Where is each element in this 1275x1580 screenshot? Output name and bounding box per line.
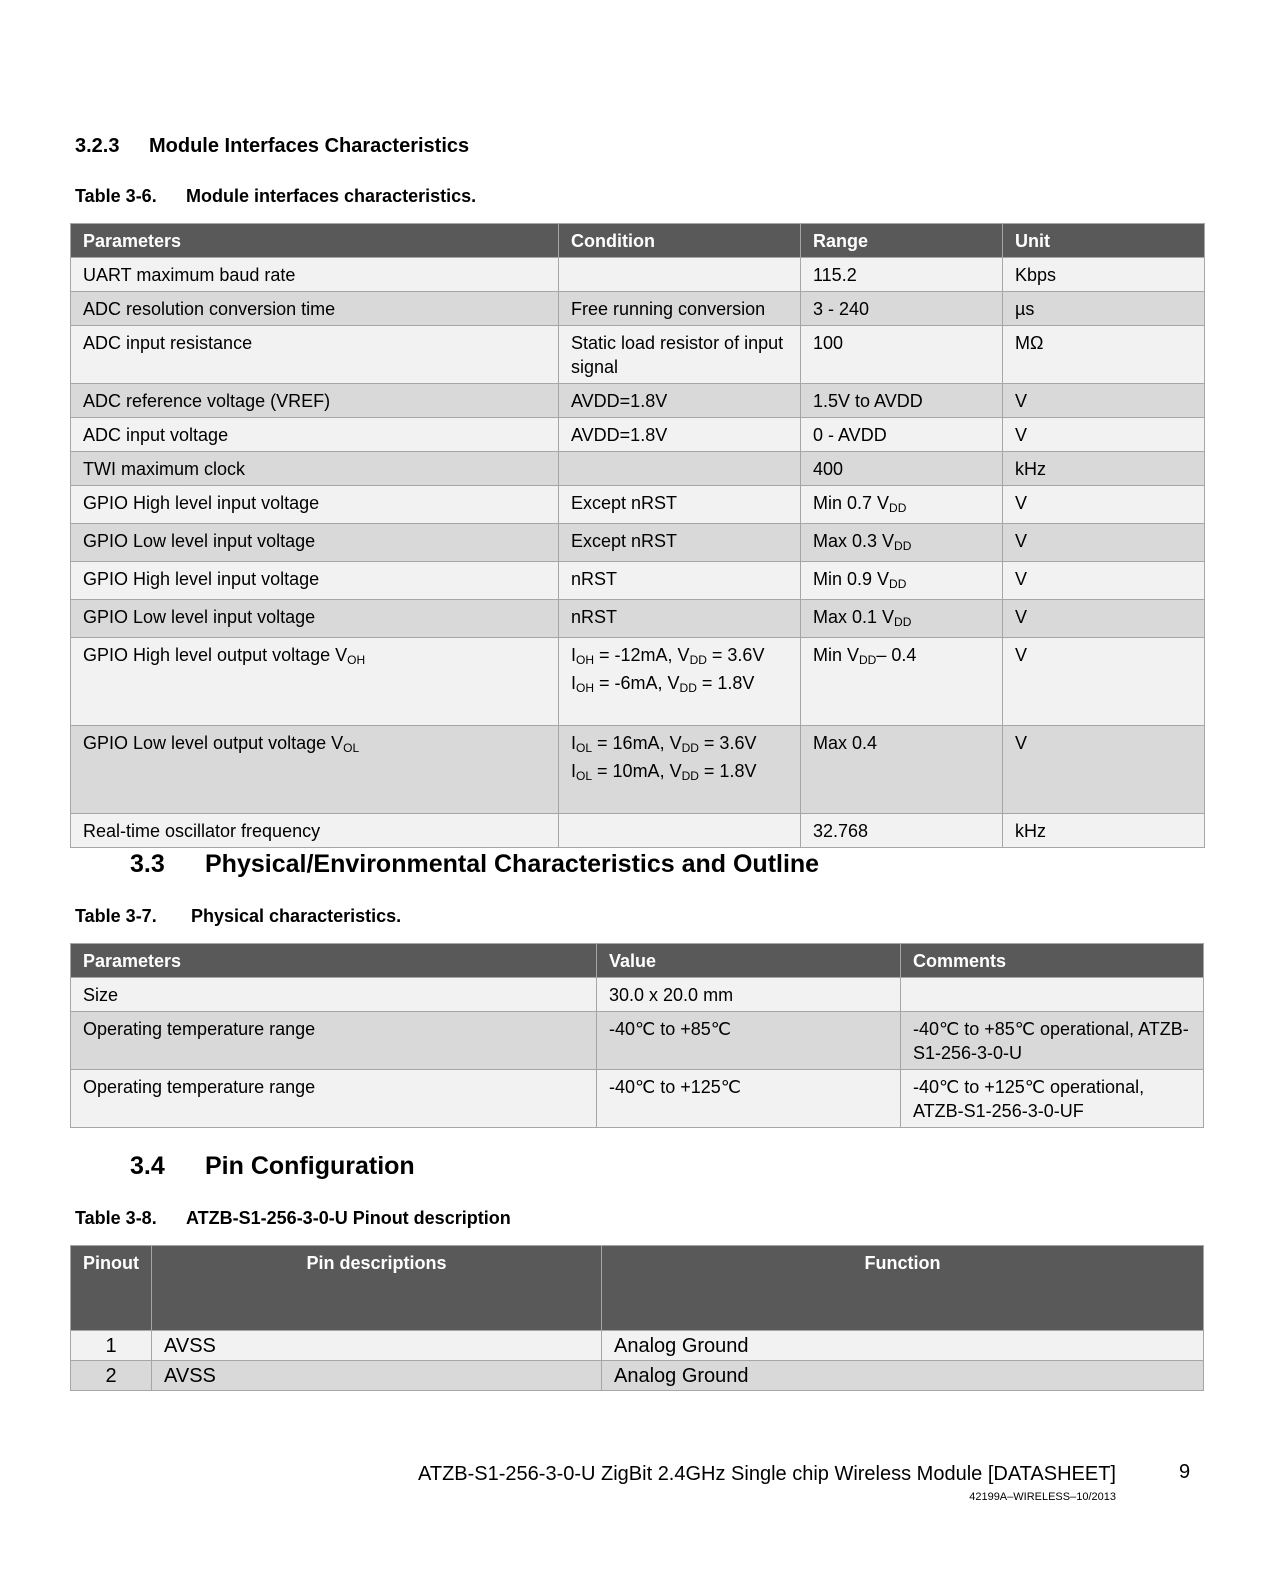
cell-text: 2	[105, 1365, 117, 1387]
cell-text: = 10mA, V	[592, 761, 682, 781]
cell-text: MΩ	[1015, 333, 1044, 353]
cell-text: -40℃ to +85℃	[609, 1019, 731, 1039]
column-header: Parameters	[71, 944, 597, 978]
cell-text: -40℃ to +125℃	[609, 1077, 742, 1097]
table-cell	[1003, 452, 1205, 486]
table-row	[71, 600, 1205, 638]
table-cell	[152, 1331, 602, 1361]
cell-text: Analog Ground	[614, 1335, 749, 1357]
table-row	[71, 1331, 1204, 1361]
subscript: OL	[576, 769, 593, 783]
column-header: Value	[597, 944, 901, 978]
cell-text: ADC input resistance	[83, 333, 253, 353]
cell-text: V	[1015, 733, 1028, 753]
cell-text: 1	[105, 1335, 117, 1357]
table-cell	[901, 978, 1204, 1012]
column-header: Unit	[1003, 224, 1205, 258]
table-cell	[1003, 418, 1205, 452]
cell-line	[571, 731, 788, 755]
table-cell	[801, 326, 1003, 384]
cell-text: 0 - AVDD	[813, 425, 887, 445]
cell-text: GPIO High level input voltage	[83, 493, 320, 513]
cell-text: 400	[813, 459, 844, 479]
subscript: DD	[681, 769, 699, 783]
cell-text: = 3.6V	[706, 645, 765, 665]
cell-text: 32.768	[813, 821, 869, 841]
cell-text: – 0.4	[876, 645, 917, 665]
table-3-8-caption: Table 3-8. ATZB-S1-256-3-0-U Pinout description	[75, 1208, 511, 1228]
cell-line	[571, 643, 788, 667]
table-row	[71, 562, 1205, 600]
subscript: OH	[576, 653, 595, 667]
subscript: OH	[347, 653, 366, 667]
table-row	[71, 292, 1205, 326]
table-cell	[71, 524, 559, 562]
subscript: DD	[681, 741, 699, 755]
cell-text: AVSS	[164, 1335, 216, 1357]
table-cell	[1003, 258, 1205, 292]
table-cell	[801, 258, 1003, 292]
table-row	[71, 1012, 1204, 1070]
cell-text: -40℃ to +125℃ operational, ATZB-S1-256-3-0-UF	[913, 1077, 1145, 1121]
table-cell	[559, 292, 801, 326]
pinout-table	[70, 1245, 1204, 1391]
column-header: Pin descriptions	[152, 1246, 602, 1331]
column-header: Range	[801, 224, 1003, 258]
table-cell	[597, 1070, 901, 1128]
table-cell	[71, 1331, 152, 1361]
table-cell	[152, 1361, 602, 1391]
cell-line	[813, 643, 990, 667]
table-cell	[71, 562, 559, 600]
cell-text: nRST	[571, 569, 618, 589]
cell-text: -40℃ to +85℃ operational, ATZB-S1-256-3-0-U	[913, 1019, 1189, 1063]
cell-text: Min 0.7 V	[813, 493, 890, 513]
table-cell	[559, 452, 801, 486]
subscript: OL	[343, 741, 360, 755]
table-cell	[602, 1331, 1204, 1361]
table-cell	[559, 600, 801, 638]
table-cell	[71, 326, 559, 384]
cell-text: 100	[813, 333, 844, 353]
table-cell	[71, 292, 559, 326]
subscript: DD	[894, 539, 912, 553]
cell-text: AVSS	[164, 1365, 216, 1387]
header-row	[71, 944, 1204, 978]
header-row	[71, 1246, 1204, 1331]
table-cell	[559, 326, 801, 384]
cell-text: Min 0.9 V	[813, 569, 890, 589]
table-cell	[559, 562, 801, 600]
section-heading-3-3: 3.3 Physical/Environmental Characteristics and Outline	[130, 850, 820, 878]
table-row	[71, 1361, 1204, 1391]
table-cell	[1003, 326, 1205, 384]
table-cell	[602, 1361, 1204, 1391]
table-cell	[801, 384, 1003, 418]
table-cell	[559, 418, 801, 452]
table-cell	[801, 524, 1003, 562]
table-3-7-caption: Table 3-7. Physical characteristics.	[75, 906, 402, 926]
table-cell	[801, 292, 1003, 326]
cell-text: V	[1015, 425, 1028, 445]
table-cell	[71, 258, 559, 292]
footer-title: ATZB-S1-256-3-0-U ZigBit 2.4GHz Single chip Wireless Module [DATASHEET]	[418, 1463, 1116, 1485]
table-cell	[71, 1070, 597, 1128]
cell-text: Max 0.3 V	[813, 531, 895, 551]
table-cell	[1003, 384, 1205, 418]
cell-text: Min V	[813, 645, 860, 665]
cell-text: Analog Ground	[614, 1365, 749, 1387]
cell-text: ADC resolution conversion time	[83, 299, 336, 319]
table-cell	[1003, 638, 1205, 726]
cell-text: GPIO Low level input voltage	[83, 531, 316, 551]
table-cell	[1003, 486, 1205, 524]
table-cell	[597, 1012, 901, 1070]
cell-line	[813, 529, 990, 553]
table-cell	[801, 486, 1003, 524]
table-row	[71, 452, 1205, 486]
cell-text: V	[1015, 645, 1028, 665]
table-cell	[801, 600, 1003, 638]
cell-text: V	[1015, 493, 1028, 513]
cell-text: Size	[83, 985, 119, 1005]
cell-text: GPIO Low level input voltage	[83, 607, 316, 627]
cell-text: = 3.6V	[698, 733, 757, 753]
table-row	[71, 1070, 1204, 1128]
cell-text: 1.5V to AVDD	[813, 391, 923, 411]
cell-line	[813, 567, 990, 591]
cell-text: GPIO High level input voltage	[83, 569, 320, 589]
column-header: Pinout	[71, 1246, 152, 1331]
cell-text: = -6mA, V	[594, 673, 680, 693]
table-cell	[1003, 814, 1205, 848]
cell-text: Max 0.4	[813, 733, 878, 753]
table-cell	[801, 418, 1003, 452]
table-cell	[1003, 600, 1205, 638]
table-cell	[559, 258, 801, 292]
table-cell	[71, 1361, 152, 1391]
section-heading-3-4: 3.4 Pin Configuration	[130, 1152, 415, 1180]
cell-text: µs	[1015, 299, 1035, 319]
table-row	[71, 326, 1205, 384]
cell-line	[571, 759, 788, 783]
table-cell	[559, 726, 801, 814]
table-cell	[597, 978, 901, 1012]
table-cell	[559, 638, 801, 726]
column-header: Parameters	[71, 224, 559, 258]
cell-text: V	[1015, 531, 1028, 551]
table-cell	[71, 1012, 597, 1070]
module-interfaces-table	[70, 223, 1205, 848]
subscript: DD	[679, 681, 697, 695]
subscript: DD	[894, 615, 912, 629]
table-row	[71, 486, 1205, 524]
subscript: DD	[859, 653, 877, 667]
table-cell	[801, 638, 1003, 726]
column-header: Condition	[559, 224, 801, 258]
column-header: Function	[602, 1246, 1204, 1331]
cell-text: = 16mA, V	[592, 733, 682, 753]
cell-text: AVDD=1.8V	[571, 425, 668, 445]
table-cell	[559, 384, 801, 418]
table-cell	[559, 524, 801, 562]
cell-text: GPIO High level output voltage V	[83, 645, 348, 665]
subscript: DD	[689, 653, 707, 667]
document-code: 42199A–WIRELESS–10/2013	[969, 1491, 1116, 1503]
table-cell	[801, 452, 1003, 486]
table-cell	[901, 1012, 1204, 1070]
subscript: OH	[576, 681, 595, 695]
cell-text: ADC input voltage	[83, 425, 229, 445]
table-cell	[71, 978, 597, 1012]
cell-text: kHz	[1015, 459, 1046, 479]
cell-text: kHz	[1015, 821, 1046, 841]
table-row	[71, 638, 1205, 726]
cell-text: GPIO Low level output voltage V	[83, 733, 344, 753]
cell-text: Operating temperature range	[83, 1077, 316, 1097]
table-cell	[71, 452, 559, 486]
subscript: DD	[889, 501, 907, 515]
cell-line	[83, 643, 546, 667]
table-row	[71, 726, 1205, 814]
cell-line	[813, 605, 990, 629]
table-row	[71, 258, 1205, 292]
cell-text: Operating temperature range	[83, 1019, 316, 1039]
header-row	[71, 224, 1205, 258]
table-cell	[559, 486, 801, 524]
table-row	[71, 384, 1205, 418]
table-cell	[71, 418, 559, 452]
table-cell	[801, 726, 1003, 814]
table-cell	[1003, 562, 1205, 600]
cell-text: V	[1015, 607, 1028, 627]
table-cell	[71, 384, 559, 418]
table-row	[71, 418, 1205, 452]
cell-text: I	[571, 673, 577, 693]
column-header: Comments	[901, 944, 1204, 978]
table-row	[71, 524, 1205, 562]
subscript: OL	[576, 741, 593, 755]
cell-line	[813, 491, 990, 515]
cell-text: = -12mA, V	[594, 645, 690, 665]
subscript: DD	[889, 577, 907, 591]
cell-text: = 1.8V	[698, 761, 757, 781]
table-cell	[71, 638, 559, 726]
cell-text: Real-time oscillator frequency	[83, 821, 321, 841]
cell-text: Free running conversion	[571, 299, 766, 319]
cell-text: TWI maximum clock	[83, 459, 245, 479]
table-cell	[801, 814, 1003, 848]
table-cell	[901, 1070, 1204, 1128]
table-cell	[71, 814, 559, 848]
table-cell	[71, 486, 559, 524]
table-cell	[1003, 524, 1205, 562]
cell-text: I	[571, 645, 577, 665]
cell-text: 3 - 240	[813, 299, 870, 319]
cell-text: AVDD=1.8V	[571, 391, 668, 411]
cell-text: Max 0.1 V	[813, 607, 895, 627]
table-cell	[1003, 292, 1205, 326]
table-cell	[559, 814, 801, 848]
table-row	[71, 978, 1204, 1012]
cell-text: V	[1015, 391, 1028, 411]
cell-text: I	[571, 761, 577, 781]
table-cell	[801, 562, 1003, 600]
cell-text: Static load resistor of input signal	[571, 333, 784, 377]
table-3-6-caption: Table 3-6. Module interfaces characteristics.	[75, 186, 477, 206]
section-heading-3-2-3: 3.2.3 Module Interfaces Characteristics	[75, 135, 470, 157]
cell-text: 115.2	[813, 265, 857, 285]
cell-text: 30.0 x 20.0 mm	[609, 985, 734, 1005]
cell-text: V	[1015, 569, 1028, 589]
cell-text: ADC reference voltage (VREF)	[83, 391, 331, 411]
cell-line	[83, 731, 546, 755]
table-cell	[71, 726, 559, 814]
page-number: 9	[1179, 1461, 1191, 1483]
cell-text: Kbps	[1015, 265, 1057, 285]
physical-characteristics-table	[70, 943, 1204, 1128]
cell-text: = 1.8V	[696, 673, 755, 693]
cell-line	[571, 671, 788, 695]
table-cell	[71, 600, 559, 638]
cell-text: I	[571, 733, 577, 753]
cell-text: nRST	[571, 607, 618, 627]
cell-text: Except nRST	[571, 531, 678, 551]
table-row	[71, 814, 1205, 848]
cell-text: UART maximum baud rate	[83, 265, 296, 285]
cell-text: Except nRST	[571, 493, 678, 513]
table-cell	[1003, 726, 1205, 814]
